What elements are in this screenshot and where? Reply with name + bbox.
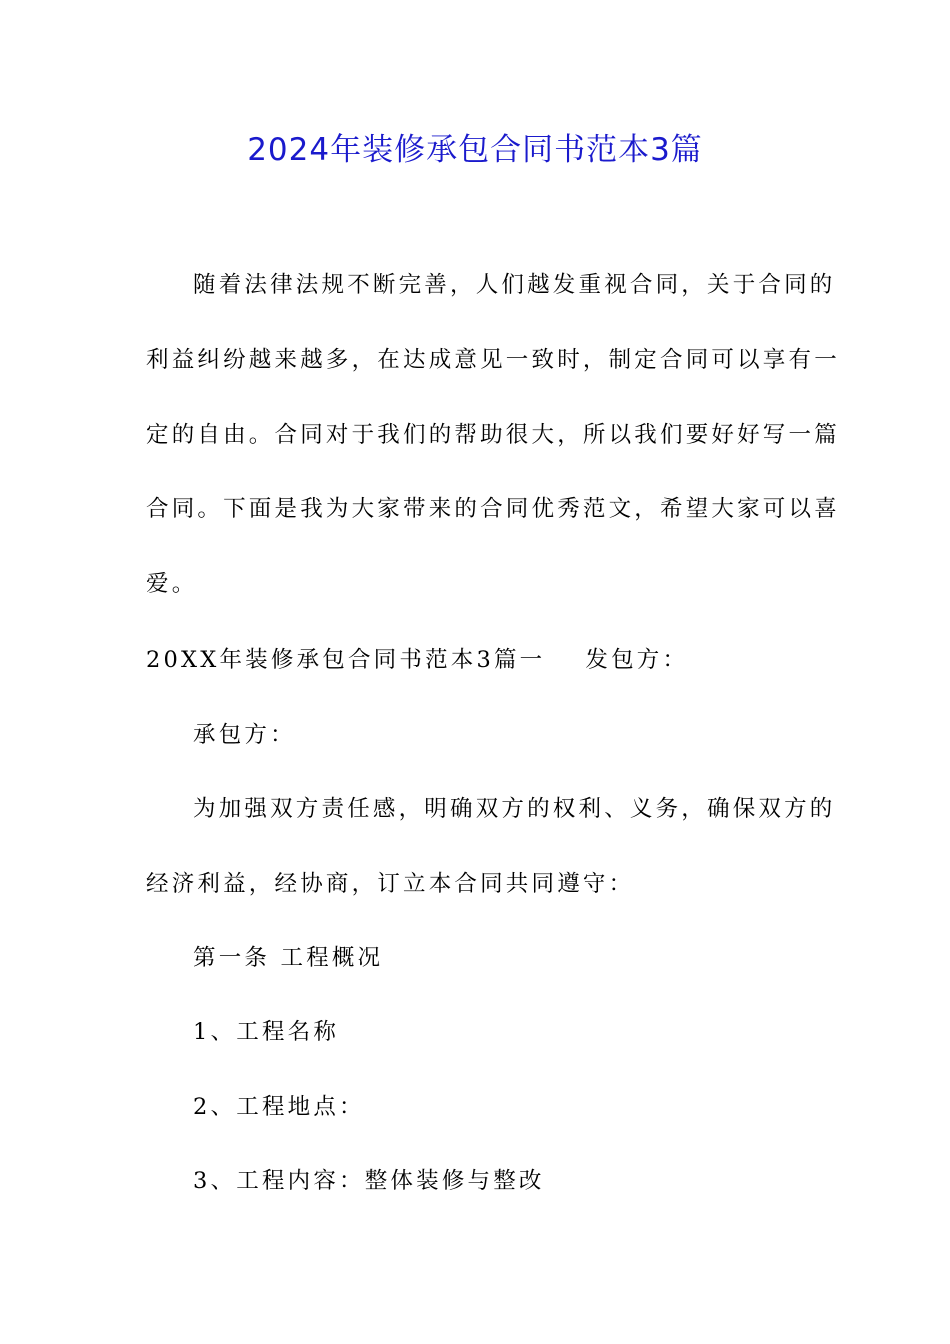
party-a-label: 发包方： bbox=[585, 647, 689, 673]
article-1-heading: 第一条 工程概况 bbox=[193, 945, 384, 971]
intro-line-5: 爱。 bbox=[146, 571, 198, 597]
party-b-label: 承包方： bbox=[193, 722, 296, 748]
intro-line-2: 利益纠纷越来越多，在达成意见一致时，制定合同可以享有一 bbox=[146, 347, 840, 373]
purpose-line-2: 经济利益，经协商，订立本合同共同遵守： bbox=[146, 871, 635, 897]
purpose-line-1: 为加强双方责任感，明确双方的权利、义务，确保双方的 bbox=[193, 796, 836, 822]
section-heading-row bbox=[146, 645, 816, 675]
section-heading: 20XX年装修承包合同书范本3篇一 bbox=[146, 647, 546, 673]
intro-line-3: 定的自由。合同对于我们的帮助很大，所以我们要好好写一篇 bbox=[146, 422, 840, 448]
document-title: 2024年装修承包合同书范本3篇 bbox=[247, 132, 703, 168]
intro-line-1: 随着法律法规不断完善，人们越发重视合同，关于合同的 bbox=[193, 272, 836, 298]
item-project-name: 1、工程名称 bbox=[193, 1019, 340, 1045]
item-project-content: 3、工程内容：整体装修与整改 bbox=[193, 1168, 545, 1194]
item-project-location: 2、工程地点： bbox=[193, 1094, 365, 1120]
intro-line-4: 合同。下面是我为大家带来的合同优秀范文，希望大家可以喜 bbox=[146, 496, 840, 522]
